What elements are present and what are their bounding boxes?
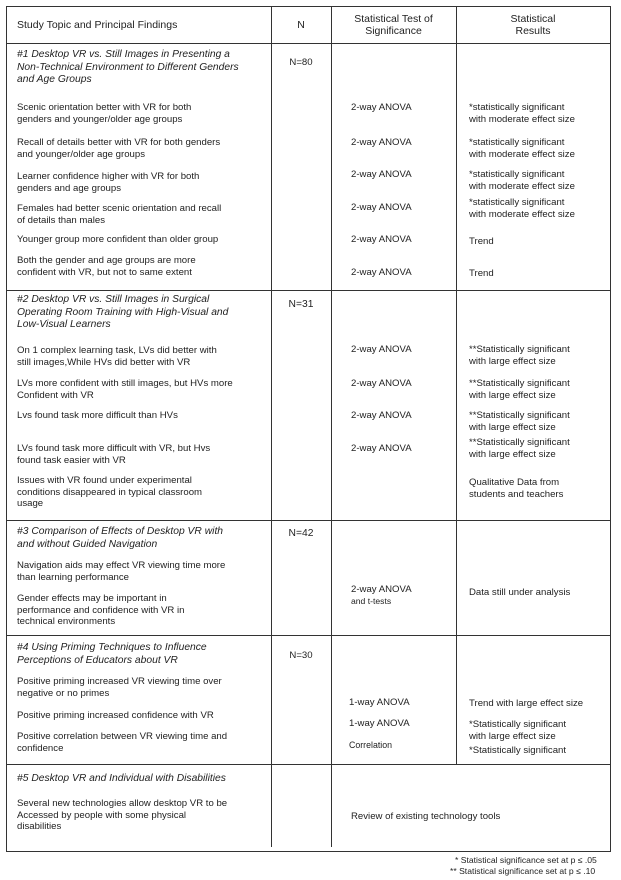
findings-table: [6, 6, 611, 852]
finding-text: Several new technologies allow desktop VR to be Accessed by people with some physical disabilities: [17, 798, 228, 832]
column-header-test: Statistical Test of Significance: [354, 13, 433, 37]
study-title: #2 Desktop VR vs. Still Images in Surgical Operating Room Training with High-Visual and Low-Visual Learners: [17, 294, 229, 330]
finding-text: LVs found task more difficult with VR, but Hvs found task easier with VR: [17, 443, 211, 466]
row-divider: [7, 635, 610, 636]
study-title: #5 Desktop VR and Individual with Disabilities: [17, 773, 226, 784]
finding-text: Issues with VR found under experimental conditions disappeared in typical classroom usage: [17, 475, 203, 509]
finding-text: Positive priming increased VR viewing time over negative or no primes: [17, 676, 222, 699]
result-cell: Trend: [469, 236, 494, 247]
study-title: #1 Desktop VR vs. Still Images in Presenting a Non-Technical Environment to Different Genders and Age Groups: [17, 49, 239, 85]
footnote: ** Statistical significance set at p ≤ .10: [450, 866, 596, 876]
finding-text: Navigation aids may effect VR viewing time more than learning performance: [17, 560, 226, 583]
result-cell: *statistically significant with moderate effect size: [469, 137, 575, 160]
result-cell: *statistically significant with moderate effect size: [469, 169, 575, 192]
result-cell: *statistically significant with moderate effect size: [469, 197, 575, 220]
finding-text: On 1 complex learning task, LVs did better with still images,While HVs did better with VR: [17, 345, 217, 368]
test-cell: Correlation: [349, 740, 393, 750]
row-divider: [7, 43, 610, 44]
finding-text: Both the gender and age groups are more confident with VR, but not to same extent: [17, 255, 196, 278]
test-cell: 2-way ANOVA: [351, 344, 412, 355]
finding-text: LVs more confident with still images, but HVs more Confident with VR: [17, 378, 233, 401]
sample-size: N=42: [288, 528, 314, 539]
test-cell: 2-way ANOVA: [351, 202, 412, 213]
result-cell: *Statistically significant with large effect size: [469, 719, 567, 742]
result-cell: **Statistically significant with large effect size: [469, 437, 570, 460]
test-cell: 2-way ANOVA: [351, 443, 412, 454]
test-cell: 2-way ANOVA: [351, 378, 412, 389]
result-cell: Qualitative Data from students and teachers: [469, 477, 564, 500]
sample-size: N=30: [289, 650, 313, 661]
result-cell: *Statistically significant: [469, 745, 567, 756]
study-title: #4 Using Priming Techniques to Influence Perceptions of Educators about VR: [17, 642, 207, 666]
test-cell: 2-way ANOVA: [351, 169, 412, 180]
finding-text: Positive priming increased confidence with VR: [17, 710, 214, 721]
column-header-n: N: [297, 19, 305, 31]
result-cell: Trend with large effect size: [469, 698, 584, 709]
result-cell: Trend: [469, 268, 494, 279]
result-cell: Data still under analysis: [469, 587, 571, 598]
finding-text: Females had better scenic orientation and recall of details than males: [17, 203, 222, 226]
column-header-topic: Study Topic and Principal Findings: [17, 19, 178, 31]
result-cell: **Statistically significant with large effect size: [469, 410, 570, 433]
finding-text: Positive correlation between VR viewing time and confidence: [17, 731, 228, 754]
finding-text: Lvs found task more difficult than HVs: [17, 410, 178, 421]
row-divider: [7, 520, 610, 521]
column-divider: [331, 7, 332, 847]
test-cell: 2-way ANOVA: [351, 102, 412, 113]
sample-size: N=80: [289, 57, 313, 68]
sample-size: N=31: [288, 299, 314, 310]
column-divider: [271, 7, 272, 847]
study-title: #3 Comparison of Effects of Desktop VR with and without Guided Navigation: [17, 526, 224, 550]
test-cell: 2-way ANOVA: [351, 234, 412, 245]
merged-result-cell: Review of existing technology tools: [351, 811, 501, 822]
test-cell: 1-way ANOVA: [349, 697, 410, 708]
test-cell: 1-way ANOVA: [349, 718, 410, 729]
row-divider: [7, 290, 610, 291]
test-cell: 2-way ANOVA: [351, 410, 412, 421]
result-cell: **Statistically significant with large effect size: [469, 344, 570, 367]
result-cell: **Statistically significant with large effect size: [469, 378, 570, 401]
column-divider: [456, 7, 457, 764]
finding-text: Recall of details better with VR for both genders and younger/older age groups: [17, 137, 221, 160]
finding-text: Younger group more confident than older group: [17, 234, 219, 245]
test-cell: 2-way ANOVA: [351, 137, 412, 148]
finding-text: Gender effects may be important in performance and confidence with VR in technical environments: [17, 593, 185, 627]
finding-text: Scenic orientation better with VR for both genders and younger/older age groups: [17, 102, 192, 125]
row-divider: [7, 764, 610, 765]
test-cell: 2-way ANOVA and t-tests: [351, 584, 412, 606]
footnote: * Statistical significance set at p ≤ .05: [455, 855, 597, 865]
finding-text: Learner confidence higher with VR for both genders and age groups: [17, 171, 200, 194]
result-cell: *statistically significant with moderate effect size: [469, 102, 575, 125]
test-cell: 2-way ANOVA: [351, 267, 412, 278]
column-header-results: Statistical Results: [510, 13, 556, 37]
